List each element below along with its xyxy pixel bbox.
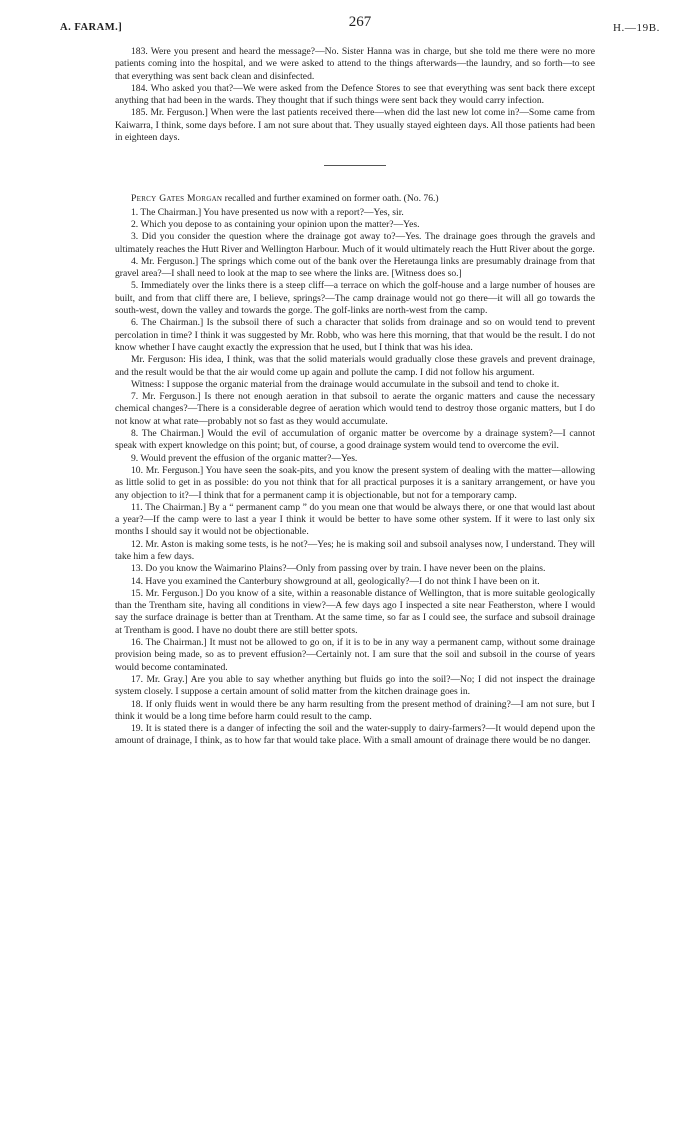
question-paragraph: 18. If only fluids went in would there be any harm resulting from the present method of draining?—I am not sure, but I think it would be a long time before harm could result to the camp. (115, 698, 595, 722)
question-paragraph: 9. Would prevent the effusion of the organic matter?—Yes. (131, 452, 358, 464)
page-number: 267 (348, 14, 372, 30)
question-paragraph: 5. Immediately over the links there is a steep cliff—a terrace on which the golf-house and a large number of houses are built, and from that cliff there are, I believe, springs?—The camp drainage would not go there—it will all go towards the south-west, down the valley and towards the gorge. The golf-links are north-west from the camp. (115, 280, 595, 317)
question-paragraph: 2. Which you depose to as containing your opinion upon the matter?—Yes. (131, 218, 420, 230)
header-witness: A. FARAM.] (60, 22, 123, 33)
question-paragraph: 12. Mr. Aston is making some tests, is he not?—Yes; he is making soil and subsoil analyses now, I understand. They will take him a few days. (115, 538, 595, 562)
question-paragraph: Mr. Ferguson: His idea, I think, was that the solid materials would gradually close these gravels and prevent drainage, and the result would be that the air would come up again and pollute the camp. I did not follow his argument. (115, 354, 595, 378)
question-paragraph: 8. The Chairman.] Would the evil of accumulation of organic matter be overcome by a drainage system?—I cannot speak with expert knowledge on this point; but, of course, a good drainage system would tend to overcome the evil. (115, 428, 595, 452)
question-paragraph: 15. Mr. Ferguson.] Do you know of a site, within a reasonable distance of Wellington, that is more suitable geologically than the Trentham site, having all conditions in view?—A few days ago I inspected a site near Featherston, where I would say the surface drainage is better than at Trentham. At the same time, so far as I could see, the surface and subsoil drainage at Trentham is good. I have no doubt there are still better spots. (115, 587, 595, 636)
question-paragraph: 16. The Chairman.] It must not be allowed to go on, if it is to be in any way a permanent camp, without some drainage provision being made, so as to prevent effusion?—Certainly not. I am sure that the soil and subsoil in the course of years would become contaminated. (115, 637, 595, 673)
witness-name: Percy Gates Morgan (131, 193, 223, 205)
question-paragraph: 19. It is stated there is a danger of infecting the soil and the water-supply to dairy-farmers?—It would depend upon the amount of drainage, I think, as to how far that would take place. With a small amount of drainage there would be no danger. (115, 723, 595, 747)
document-body (115, 46, 595, 748)
witness-intro-text: recalled and further examined on former oath. (No. 76.) (222, 193, 439, 205)
paragraph: 184. Who asked you that?—We were asked from the Defence Stores to see that everything was sent back there except anything that had been in the wards. They thought that if such things were sent back they would carry infection. (115, 82, 595, 107)
paragraph: 185. Mr. Ferguson.] When were the last patients received there—when did the last new lot come in?—Some came from Kaiwarra, I think, some days before. I am not sure about that. They usually stayed eighteen days. All those patients had been in eighteen days. (115, 107, 595, 144)
question-paragraph: 6. The Chairman.] Is the subsoil there of such a character that solids from drainage and so on would tend to prevent percolation in time? I think it was suggested by Mr. Robb, who was here this morning, that that would be the result. I do not know whether I have caught exactly the expression that he used, but I think that was his idea. (115, 317, 595, 353)
testimony-questions (115, 207, 595, 748)
question-paragraph: 14. Have you examined the Canterbury showground at all, geologically?—I do not think I have been on it. (131, 575, 540, 587)
question-paragraph: 13. Do you know the Waimarino Plains?—Only from passing over by train. I have never been on the plains. (131, 563, 546, 575)
previous-testimony (115, 46, 595, 144)
question-paragraph: 10. Mr. Ferguson.] You have seen the soak-pits, and you know the present system of dealing with the matter—allowing as little solid to get in as possible: do you not think that for all practical purposes it is a sanitary arrangement, or have you any objection to it?—I think that for a permanent camp it is objectionable, but not for a temporary camp. (115, 464, 595, 501)
question-paragraph: 3. Did you consider the question where the drainage got away to?—Yes. The drainage goes through the gravels and ultimately reaches the Hutt River and Wellington Harbour. Much of it would ultimately reach the Hutt River about the gorge. (115, 231, 595, 255)
question-paragraph: 7. Mr. Ferguson.] Is there not enough aeration in that subsoil to aerate the organic matters and cause the necessary chemical changes?—There is a considerable degree of aeration which would tend to destroy those organic matters, but I do not know at what rate—probably not so fast as they would accumulate. (115, 391, 595, 427)
question-paragraph: 4. Mr. Ferguson.] The springs which come out of the bank over the Heretaunga links are presumably drainage from that gravel area?—I shall need to look at the map to see where the links are. [Witness does so.] (115, 255, 595, 280)
header-paper-ref: H.—19B. (613, 22, 660, 34)
section-divider (324, 165, 386, 166)
question-paragraph: 11. The Chairman.] By a “ permanent camp ” do you mean one that would be always there, or one that would last about a year?—If the camp were to last a year I think it would be better to have some other system. If it were to last only six months I should say it would not be objectionable. (115, 501, 595, 538)
question-paragraph: 17. Mr. Gray.] Are you able to say whether anything but fluids go into the soil?—No; I did not inspect the drainage system closely. I suppose a certain amount of solid matter from the kitchen drainage goes in. (115, 673, 595, 698)
page-header (60, 16, 660, 40)
question-paragraph: Witness: I suppose the organic material from the drainage would accumulate in the subsoil and tend to choke it. (131, 378, 560, 390)
paragraph: 183. Were you present and heard the message?—No. Sister Hanna was in charge, but she told me there were no more patients coming into the hospital, and we were asked to attend to the things afterwards—the laundry, and so forth—to see that everything was sent back clean and disinfected. (115, 46, 595, 82)
witness-intro (115, 193, 595, 205)
question-paragraph: 1. The Chairman.] You have presented us now with a report?—Yes, sir. (131, 206, 404, 218)
